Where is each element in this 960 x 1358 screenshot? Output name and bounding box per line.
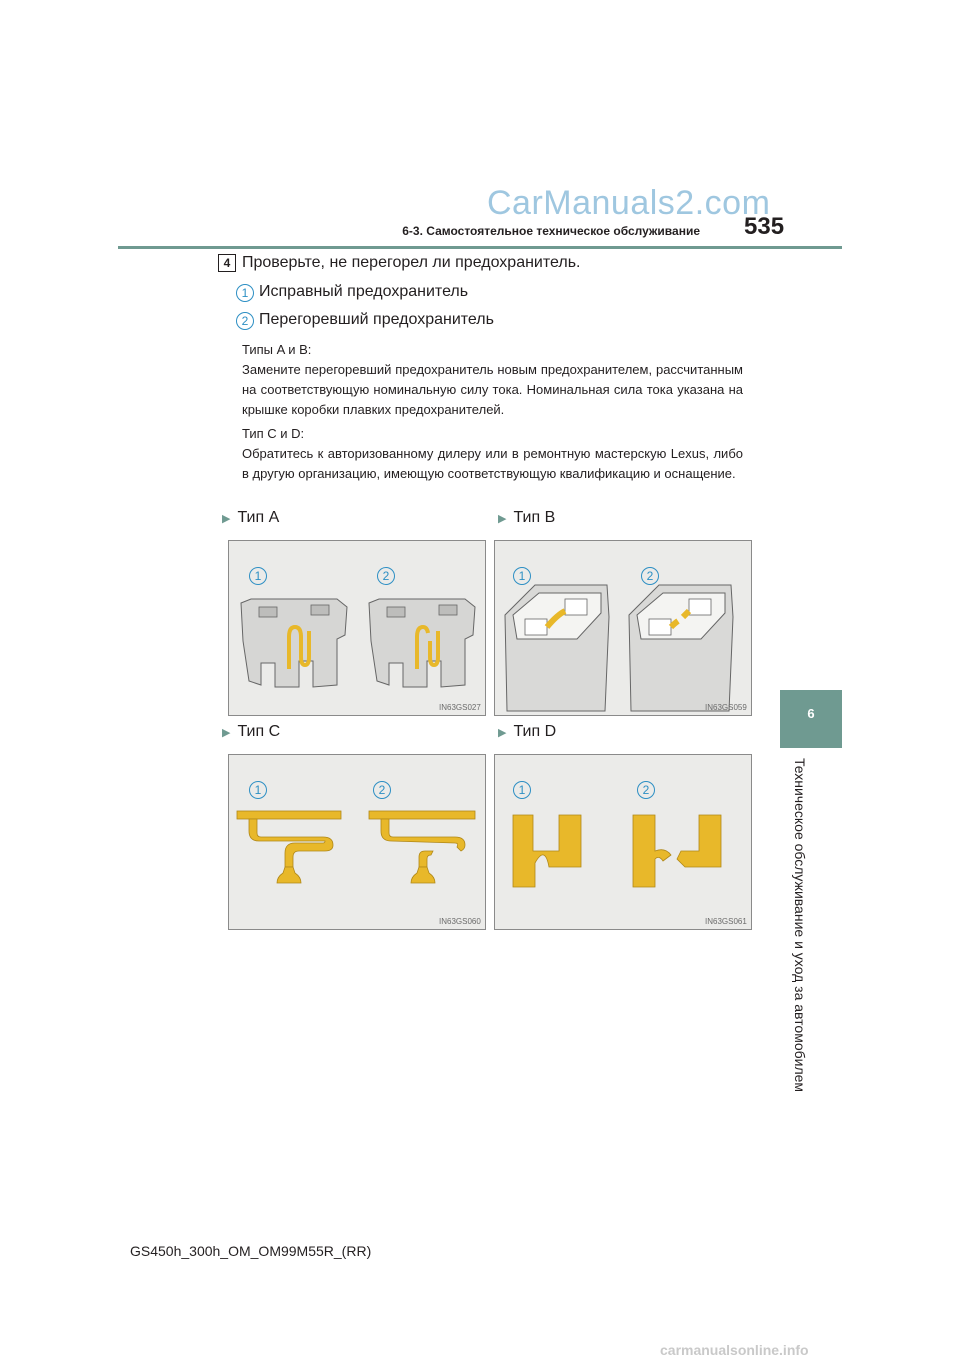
figure-type-b <box>494 540 752 716</box>
callout-2: 2 <box>637 781 655 799</box>
cartridge-fuse-type-b-illustration <box>495 541 751 715</box>
step-number-box: 4 <box>218 254 236 272</box>
step-instruction: Проверьте, не перегорел ли предохранитель. <box>242 254 581 271</box>
callout-1: 1 <box>513 781 531 799</box>
figure-type-d <box>494 754 752 930</box>
type-label-text: Тип A <box>237 509 280 526</box>
figure-code: IN63GS060 <box>439 917 481 926</box>
figure-type-a <box>228 540 486 716</box>
note-text: Обратитесь к авторизованному дилеру или в ремонтную мастерскую Lexus, либо в другую организацию, имеющую соответствующую квалификацию и оснащение. <box>242 446 743 481</box>
callout-2: 2 <box>373 781 391 799</box>
type-label-text: Тип D <box>513 723 557 740</box>
note-text: Замените перегоревший предохранитель новым предохранителем, рассчитанным на соответствующую номинальную силу тока. Номинальная сила тока указана на крышке коробки плавких предохранителей. <box>242 362 743 417</box>
type-a-label <box>222 509 279 527</box>
page-number: 535 <box>744 213 785 240</box>
type-d-label <box>498 723 556 741</box>
fuse-good-a <box>241 599 347 687</box>
callout-2: 2 <box>641 567 659 585</box>
blade-fuse-type-a-illustration <box>229 541 485 715</box>
triangle-bullet-icon: ▶ <box>498 727 507 739</box>
type-b-label <box>498 509 555 527</box>
figure-code: IN63GS027 <box>439 703 481 712</box>
item-number-2: 2 <box>236 312 254 330</box>
callout-1: 1 <box>249 567 267 585</box>
item-number-1: 1 <box>236 284 254 302</box>
fuse-link-type-d-illustration <box>495 755 751 929</box>
type-label-text: Тип B <box>513 509 556 526</box>
chapter-tab <box>780 690 842 748</box>
type-label-text: Тип C <box>237 723 281 740</box>
note-title: Типы A и B: <box>242 342 312 357</box>
section-header: 6-3. Самостоятельное техническое обслуживание <box>402 224 700 238</box>
note-types-a-b <box>242 340 743 420</box>
figure-code: IN63GS059 <box>705 703 747 712</box>
item-label-1: Исправный предохранитель <box>259 283 469 300</box>
fuse-good-d <box>513 815 581 887</box>
watermark-carmanualsonline: carmanualsonline.info <box>660 1342 809 1358</box>
chapter-number: 6 <box>807 706 815 721</box>
note-types-c-d <box>242 424 743 484</box>
fuse-blown-b <box>629 585 733 711</box>
fuse-good-b <box>505 585 609 711</box>
fuse-blown-a <box>369 599 475 687</box>
note-title: Тип C и D: <box>242 426 305 441</box>
item-label-2: Перегоревший предохранитель <box>259 311 494 328</box>
callout-1: 1 <box>249 781 267 799</box>
callout-1: 1 <box>513 567 531 585</box>
fuse-good-c <box>237 811 341 883</box>
watermark-carmanuals2: CarManuals2.com <box>487 184 771 222</box>
triangle-bullet-icon: ▶ <box>498 513 507 525</box>
chapter-title-vertical: Техническое обслуживание и уход за автомобилем <box>792 758 808 1093</box>
callout-2: 2 <box>377 567 395 585</box>
header-rule <box>118 246 842 249</box>
triangle-bullet-icon: ▶ <box>222 513 231 525</box>
triangle-bullet-icon: ▶ <box>222 727 231 739</box>
fuse-blown-c <box>369 811 475 883</box>
figure-type-c <box>228 754 486 930</box>
fuse-blown-d <box>633 815 721 887</box>
fusible-link-type-c-illustration <box>229 755 485 929</box>
document-code-footer: GS450h_300h_OM_OM99M55R_(RR) <box>130 1243 372 1259</box>
type-c-label <box>222 723 280 741</box>
figure-code: IN63GS061 <box>705 917 747 926</box>
